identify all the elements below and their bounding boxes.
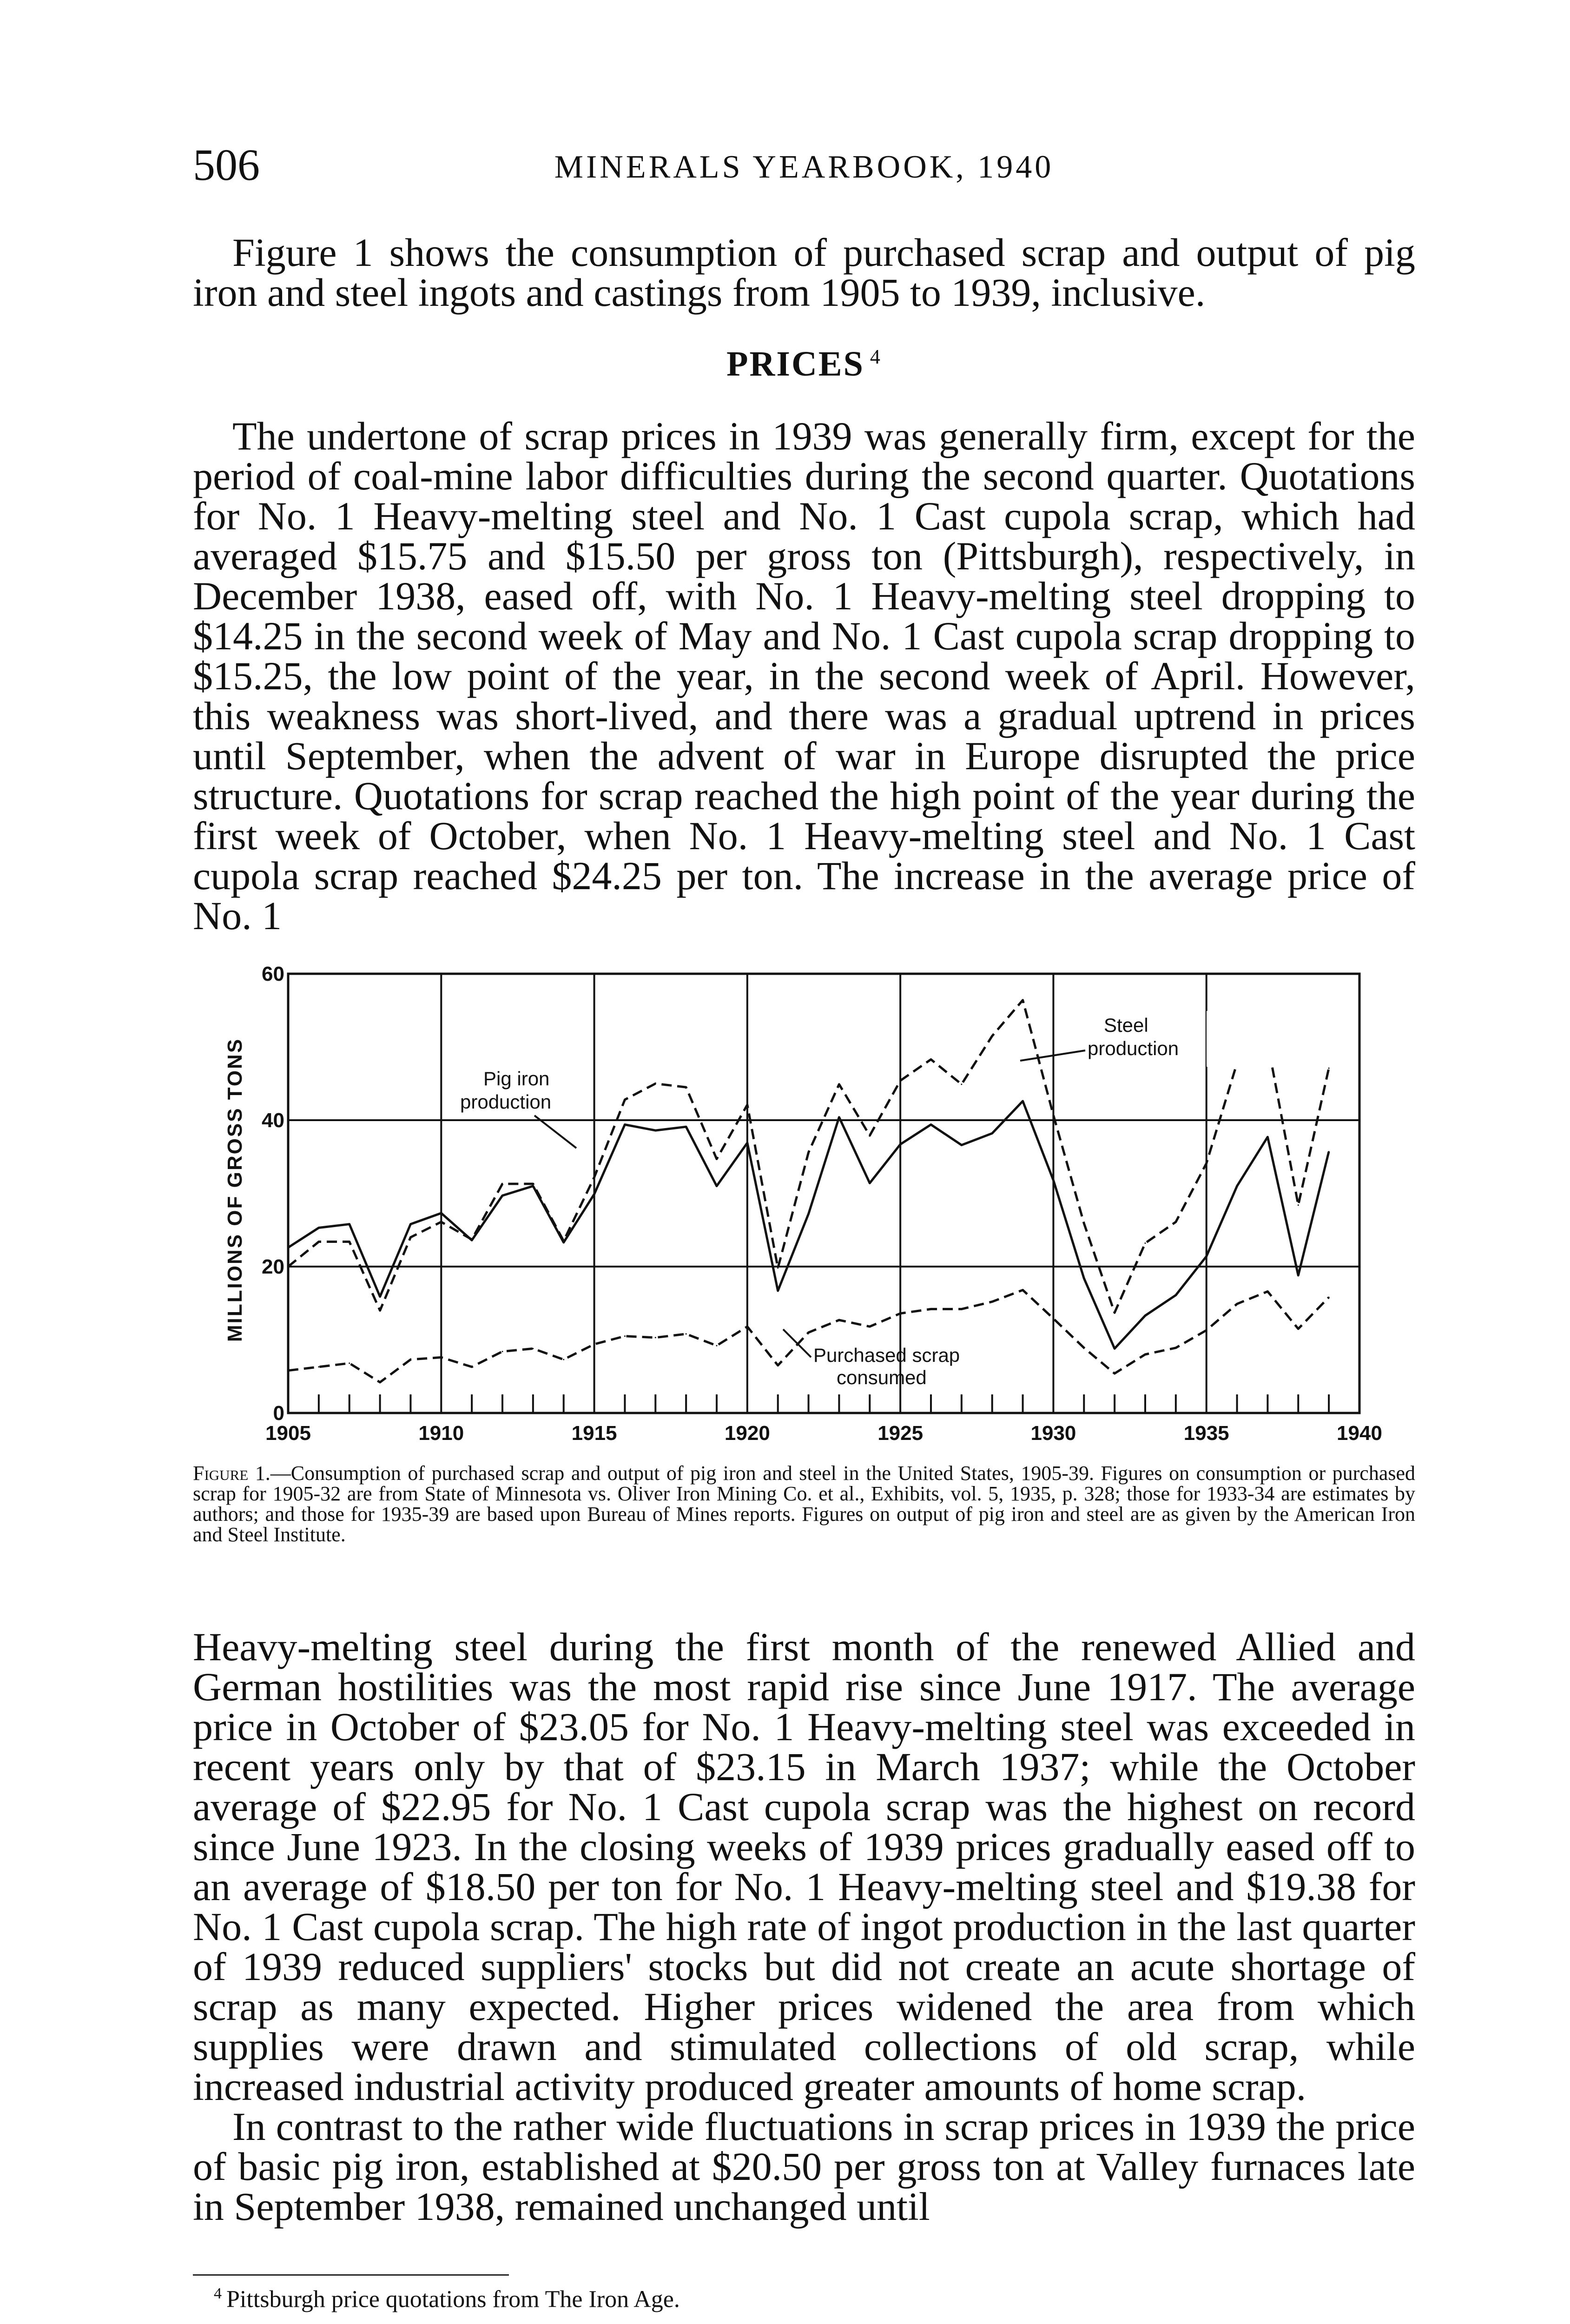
data-point-pig-iron-production <box>746 1142 748 1143</box>
data-point-purchased-scrap-consumed <box>930 1308 932 1310</box>
footnote <box>214 2280 680 2313</box>
data-point-steel-production <box>1298 1204 1299 1206</box>
data-point-pig-iron-production <box>1053 1180 1054 1181</box>
x-tick-label: 1910 <box>418 1422 464 1445</box>
prices-text: The undertone of scrap prices in 1939 was generally firm, except for the period of coal-mine labor difficulties during the second quarter. Quotations for No. 1 Heavy-melting steel and No. 1 Cast cupola scrap, which had averaged $15.75 and $15.50 per gross ton (Pittsburgh), respectively, in December 1938, eased off, with No. 1 Heavy-melting steel dropping to $14.25 in the second week of May and No. 1 Cast cupola scrap dropping to $15.25, the low point of the year, in the second week of April. However, this weakness was short-lived, and there was a gradual uptrend in prices until September, when the advent of war in Europe disrupted the price structure. Quotations for scrap reached the high point of the year during the first week of October, when No. 1 Heavy-melting steel and No. 1 Cast cupola scrap reached $24.25 per ton. The increase in the average price of No. 1 <box>193 414 1415 938</box>
data-point-pig-iron-production <box>716 1185 718 1187</box>
data-point-steel-production <box>961 1083 962 1085</box>
pig-iron-text: In contrast to the rather wide fluctuations in scrap prices in 1939 the price of basic pig iron, established at $20.50 per gross ton at Valley furnaces late in September 1938, remained unchanged until <box>193 2104 1415 2229</box>
page-number: 506 <box>193 140 260 190</box>
data-point-steel-production <box>900 1080 901 1081</box>
data-point-steel-production <box>686 1087 687 1088</box>
data-point-steel-production <box>624 1099 626 1100</box>
steel-production-label-line2: production <box>1088 1037 1179 1059</box>
data-point-pig-iron-production <box>349 1223 350 1225</box>
section-title: PRICES <box>726 344 864 383</box>
data-point-purchased-scrap-consumed <box>1145 1354 1146 1355</box>
data-point-steel-production <box>746 1104 748 1105</box>
data-point-steel-production <box>991 1035 993 1037</box>
scrap-label-line2: consumed <box>837 1367 927 1388</box>
data-point-purchased-scrap-consumed <box>1022 1289 1023 1291</box>
x-tick-label: 1905 <box>265 1422 311 1445</box>
data-point-purchased-scrap-consumed <box>441 1357 442 1358</box>
data-point-steel-production <box>594 1176 595 1178</box>
data-point-steel-production <box>808 1152 809 1153</box>
x-tick-label: 1915 <box>571 1422 617 1445</box>
data-point-pig-iron-production <box>1298 1274 1299 1276</box>
data-point-steel-production <box>655 1083 656 1084</box>
data-point-steel-production <box>288 1266 289 1268</box>
figure-caption-text: —Consumption of purchased scrap and output of pig iron and steel in the United States, 1905-39. Figures on consumption or purchased scrap for 1905-32 are from State of Minnesota vs. Oliver Iron Mining Co. et al., Exhibits, vol. 5, 1935, p. 328; those for 1933-34 are estimates by authors; and those for 1935-39 are based upon Bureau of Mines reports. Figures on output of pig iron and steel are as given by the American Iron and Steel Institute. <box>193 1462 1415 1546</box>
data-point-steel-production <box>930 1059 932 1060</box>
data-point-purchased-scrap-consumed <box>1236 1303 1238 1305</box>
section-heading <box>193 344 1415 384</box>
data-point-purchased-scrap-consumed <box>869 1326 871 1327</box>
pig-iron-label-line2: production <box>460 1091 552 1113</box>
data-point-pig-iron-production <box>410 1223 411 1225</box>
series-line-purchased-scrap-consumed <box>288 1290 1329 1382</box>
data-point-steel-production <box>1083 1223 1085 1224</box>
data-point-steel-production <box>1175 1221 1176 1222</box>
data-point-pig-iron-production <box>318 1227 319 1228</box>
data-point-purchased-scrap-consumed <box>777 1365 778 1366</box>
data-point-purchased-scrap-consumed <box>716 1345 718 1347</box>
x-tick-label: 1940 <box>1337 1422 1382 1445</box>
data-point-purchased-scrap-consumed <box>746 1326 748 1327</box>
data-point-purchased-scrap-consumed <box>961 1308 962 1310</box>
data-point-steel-production <box>1145 1242 1146 1244</box>
data-point-steel-production <box>318 1241 319 1242</box>
data-point-pig-iron-production <box>288 1247 289 1248</box>
data-point-steel-production <box>441 1221 442 1222</box>
y-tick-label: 40 <box>262 1109 284 1132</box>
data-point-purchased-scrap-consumed <box>532 1348 534 1349</box>
data-point-pig-iron-production <box>1328 1151 1330 1152</box>
page-header <box>193 139 1415 195</box>
x-tick-label: 1930 <box>1030 1422 1076 1445</box>
data-point-pig-iron-production <box>991 1133 993 1134</box>
data-point-purchased-scrap-consumed <box>991 1301 993 1302</box>
data-point-pig-iron-production <box>441 1213 442 1214</box>
x-tick-label: 1920 <box>724 1422 770 1445</box>
data-point-purchased-scrap-consumed <box>1053 1318 1054 1319</box>
figure-caption <box>193 1463 1415 1545</box>
data-point-purchased-scrap-consumed <box>379 1381 381 1383</box>
data-point-purchased-scrap-consumed <box>838 1319 840 1320</box>
pig-iron-label-line1: Pig iron <box>483 1068 550 1089</box>
data-point-pig-iron-production <box>471 1240 473 1241</box>
data-point-pig-iron-production <box>1083 1278 1085 1279</box>
data-point-pig-iron-production <box>379 1296 381 1297</box>
data-point-steel-production <box>410 1237 411 1238</box>
data-point-purchased-scrap-consumed <box>502 1351 503 1352</box>
intro-paragraph <box>193 230 1415 315</box>
data-point-pig-iron-production <box>502 1195 503 1196</box>
data-point-pig-iron-production <box>1175 1294 1176 1296</box>
data-point-pig-iron-production <box>686 1126 687 1128</box>
footnote-number: 4 <box>214 2285 222 2302</box>
data-point-purchased-scrap-consumed <box>686 1333 687 1334</box>
data-point-pig-iron-production <box>1114 1348 1115 1349</box>
data-point-pig-iron-production <box>1236 1185 1238 1187</box>
x-tick-label: 1935 <box>1183 1422 1229 1445</box>
data-point-steel-production <box>379 1310 381 1311</box>
data-point-pig-iron-production <box>1267 1136 1268 1138</box>
data-point-purchased-scrap-consumed <box>471 1366 473 1367</box>
data-point-pig-iron-production <box>594 1194 595 1195</box>
section-footnote-ref: 4 <box>870 345 882 368</box>
data-point-purchased-scrap-consumed <box>349 1362 350 1364</box>
y-tick-label: 60 <box>262 963 284 985</box>
data-point-purchased-scrap-consumed <box>594 1343 595 1345</box>
data-point-steel-production <box>1114 1312 1115 1314</box>
data-point-purchased-scrap-consumed <box>1298 1328 1299 1329</box>
continuation-paragraphs <box>193 1624 1415 2229</box>
data-point-purchased-scrap-consumed <box>1114 1373 1115 1374</box>
data-point-purchased-scrap-consumed <box>1267 1291 1268 1292</box>
data-point-pig-iron-production <box>1145 1315 1146 1316</box>
data-point-steel-production <box>716 1158 718 1160</box>
data-point-pig-iron-production <box>1206 1255 1207 1257</box>
data-point-steel-production <box>869 1135 871 1136</box>
data-point-purchased-scrap-consumed <box>624 1335 626 1337</box>
data-point-steel-production <box>1022 999 1023 1001</box>
data-point-purchased-scrap-consumed <box>1175 1347 1176 1348</box>
data-point-purchased-scrap-consumed <box>318 1366 319 1367</box>
footnote-rule <box>193 2274 509 2276</box>
data-point-pig-iron-production <box>869 1182 871 1184</box>
data-point-steel-production <box>502 1183 503 1185</box>
data-point-purchased-scrap-consumed <box>655 1337 656 1338</box>
y-tick-label: 20 <box>262 1255 284 1278</box>
figure-label: Figure 1. <box>193 1462 270 1485</box>
data-point-purchased-scrap-consumed <box>900 1313 901 1314</box>
x-tick-label: 1925 <box>877 1422 924 1445</box>
data-point-purchased-scrap-consumed <box>288 1370 289 1371</box>
steel-production-label-line1: Steel <box>1104 1014 1148 1036</box>
data-point-pig-iron-production <box>930 1124 932 1125</box>
data-point-pig-iron-production <box>838 1116 840 1118</box>
data-point-steel-production <box>1206 1162 1207 1164</box>
y-tick-label: 0 <box>273 1402 284 1425</box>
data-point-purchased-scrap-consumed <box>1206 1330 1207 1331</box>
footnote-text: Pittsburgh price quotations from The Iron Age. <box>226 2286 680 2313</box>
data-point-pig-iron-production <box>961 1144 962 1146</box>
figure-1-chart <box>209 957 1408 1450</box>
data-point-pig-iron-production <box>655 1130 656 1131</box>
data-point-pig-iron-production <box>563 1242 564 1243</box>
data-point-pig-iron-production <box>900 1143 901 1145</box>
data-point-pig-iron-production <box>777 1290 778 1291</box>
data-point-purchased-scrap-consumed <box>1328 1297 1330 1298</box>
data-point-steel-production <box>1328 1068 1330 1069</box>
data-point-purchased-scrap-consumed <box>1083 1347 1085 1348</box>
label-backdrop <box>1207 1011 1346 1067</box>
data-point-steel-production <box>777 1268 778 1269</box>
intro-text: Figure 1 shows the consumption of purchased scrap and output of pig iron and steel ingots and castings from 1905 to 1939, inclusive. <box>193 230 1415 315</box>
data-point-steel-production <box>1053 1114 1054 1116</box>
prices-paragraph <box>193 416 1415 936</box>
data-point-purchased-scrap-consumed <box>410 1359 411 1360</box>
data-point-steel-production <box>838 1083 840 1085</box>
data-point-pig-iron-production <box>1022 1101 1023 1102</box>
data-point-pig-iron-production <box>808 1213 809 1215</box>
continuation-text: Heavy-melting steel during the first month of the renewed Allied and German hostilities was the most rapid rise since June 1917. The average price in October of $23.05 for No. 1 Heavy-melting steel was exceeded in recent years only by that of $23.15 in March 1937; while the October average of $22.95 for No. 1 Cast cupola scrap was the highest on record since June 1923. In the closing weeks of 1939 prices gradually eased off to an average of $18.50 per ton for No. 1 Heavy-melting steel and $19.38 for No. 1 Cast cupola scrap. The high rate of ingot production in the last quarter of 1939 reduced suppliers' stocks but did not create an acute shortage of scrap as many expected. Higher prices widened the area from which supplies were drawn and stimulated collections of old scrap, while increased industrial activity produced greater amounts of home scrap. <box>193 1624 1415 2109</box>
running-head: MINERALS YEARBOOK, 1940 <box>554 149 1054 185</box>
data-point-purchased-scrap-consumed <box>808 1332 809 1333</box>
data-point-purchased-scrap-consumed <box>563 1359 564 1360</box>
data-point-pig-iron-production <box>532 1185 534 1187</box>
data-point-pig-iron-production <box>624 1124 626 1125</box>
data-point-steel-production <box>349 1241 350 1242</box>
data-point-steel-production <box>532 1183 534 1185</box>
y-axis-label: MILLIONS OF GROSS TONS <box>224 1037 246 1342</box>
scrap-label-line1: Purchased scrap <box>813 1344 960 1366</box>
